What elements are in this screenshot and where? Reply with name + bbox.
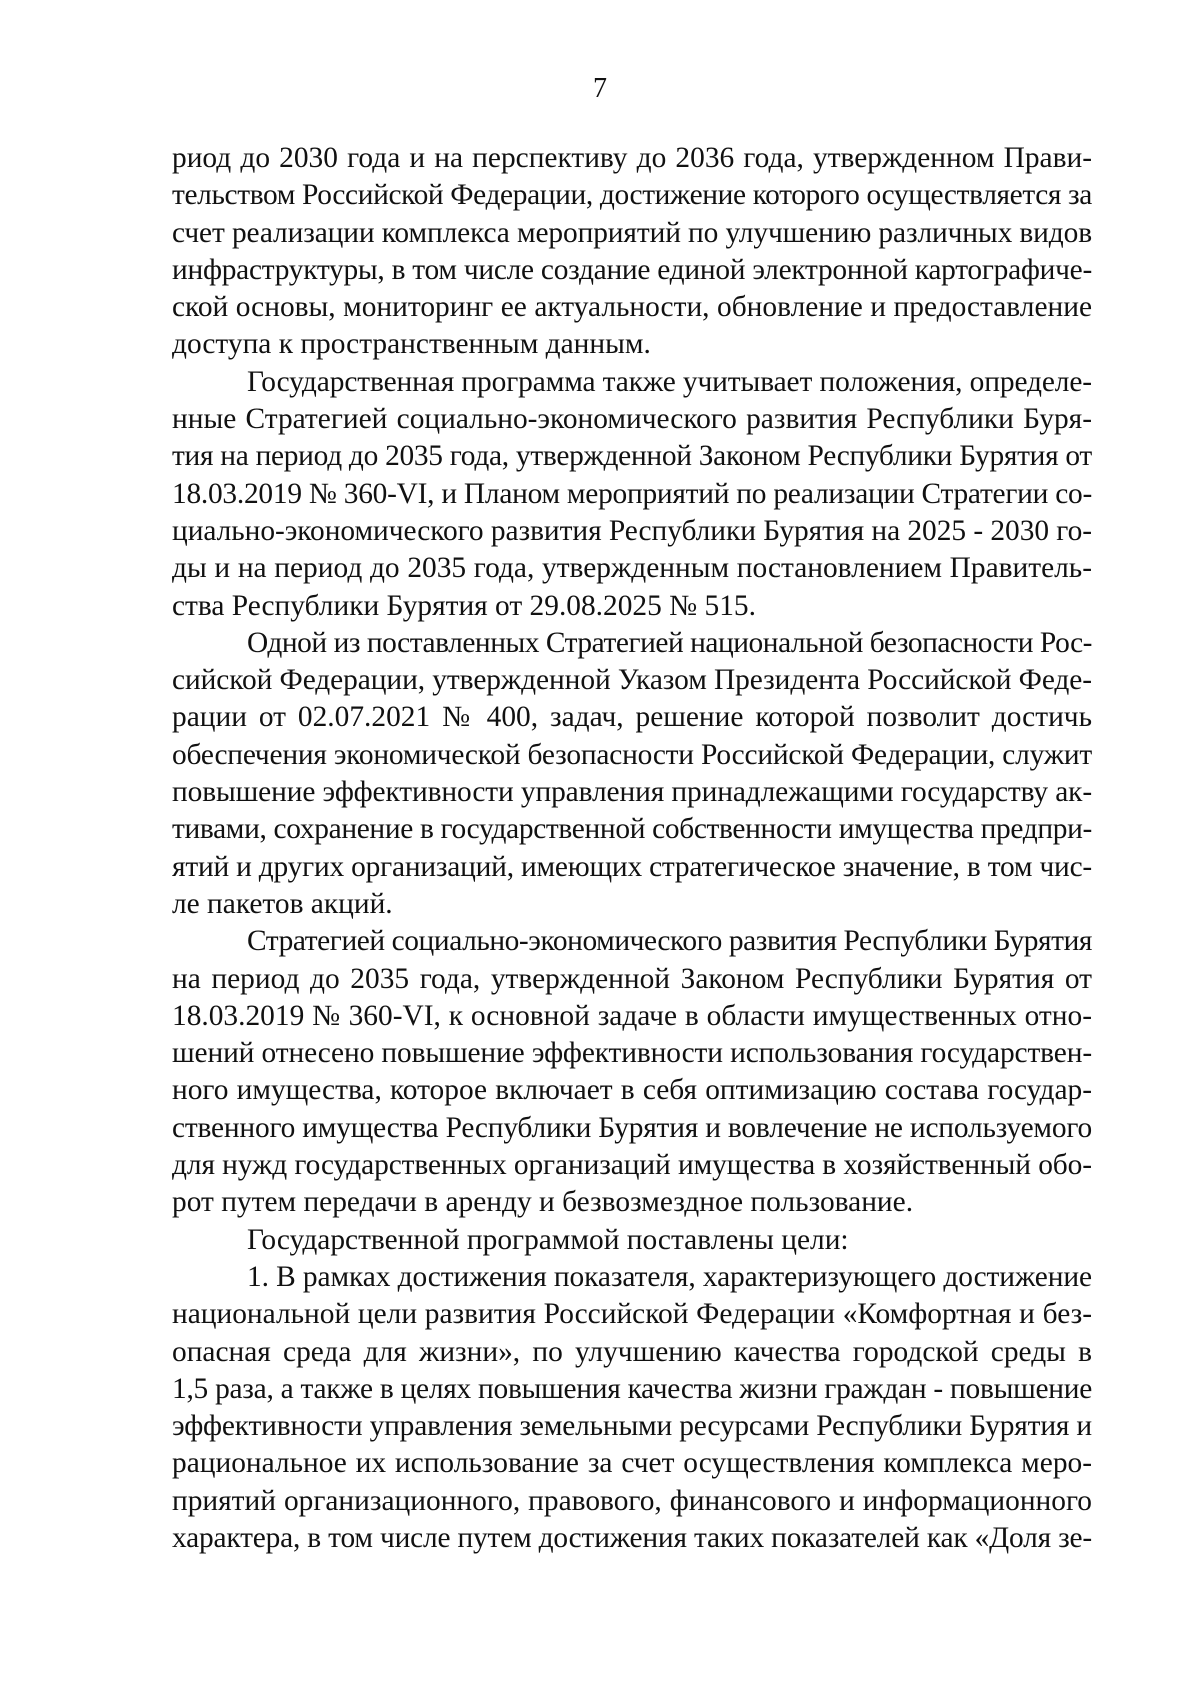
text-line: повышение эффективности управления принадлежащими государству ак- [172,776,1092,809]
text-line: шений отнесено повышение эффективности использования государствен- [172,1037,1092,1070]
document-body [172,140,1092,1557]
text-line: ственного имущества Республики Бурятия и вовлечение не используемого [172,1111,1092,1144]
text-line: Государственной программой поставлены цели: [247,1223,849,1256]
text-line: рациональное их использование за счет осуществления комплекса меро- [172,1447,1092,1480]
text-line: характера, в том числе путем достижения таких показателей как «Доля зе- [172,1521,1092,1554]
text-line: Государственная программа также учитывает положения, определе- [247,365,1092,398]
text-line: тия на период до 2035 года, утвержденной Законом Республики Бурятия от [172,440,1092,473]
text-line: рации от 02.07.2021 № 400, задач, решение которой позволит достичь [172,701,1092,734]
text-line: нные Стратегией социально-экономического развития Республики Буря- [172,403,1092,436]
text-line: доступа к пространственным данным. [172,328,651,361]
text-line: на период до 2035 года, утвержденной Законом Республики Бурятия от [172,962,1092,995]
text-line: ской основы, мониторинг ее актуальности, обновление и предоставление [172,291,1092,324]
paragraph [172,364,1092,625]
page-number: 7 [593,73,607,104]
text-line: тивами, сохранение в государственной собственности имущества предпри- [172,813,1092,846]
text-line: эффективности управления земельными ресурсами Республики Бурятия и [172,1410,1092,1443]
text-line: счет реализации комплекса мероприятий по улучшению различных видов [172,216,1092,249]
text-line: Одной из поставленных Стратегией национальной безопасности Рос- [247,626,1092,659]
text-line: национальной цели развития Российской Федерации «Комфортная и без- [172,1298,1092,1331]
text-line: риод до 2030 года и на перспективу до 2036 года, утвержденном Прави- [172,142,1092,174]
text-line: циально-экономического развития Республики Бурятия на 2025 - 2030 го- [172,514,1092,547]
text-line: 18.03.2019 № 360-VI, и Планом мероприятий по реализации Стратегии со- [172,477,1092,510]
paragraph [172,140,1092,364]
text-line: ства Республики Бурятия от 29.08.2025 № 515. [172,589,756,622]
text-line: Стратегией социально-экономического развития Республики Бурятия [247,925,1092,958]
text-line: ды и на период до 2035 года, утвержденным постановлением Правитель- [172,552,1092,585]
text-line: сийской Федерации, утвержденной Указом Президента Российской Феде- [172,664,1092,697]
text-line: 18.03.2019 № 360-VI, к основной задаче в области имущественных отно- [172,999,1092,1032]
paragraph [172,923,1092,1221]
text-line: для нужд государственных организаций имущества в хозяйственный обо- [172,1149,1092,1182]
text-line: опасная среда для жизни», по улучшению качества городской среды в [172,1335,1092,1368]
text-line: 1. В рамках достижения показателя, характеризующего достижение [247,1260,1092,1293]
text-line: обеспечения экономической безопасности Российской Федерации, служит [172,738,1092,771]
paragraph [172,1222,1092,1259]
text-line: тельством Российской Федерации, достижение которого осуществляется за [172,179,1092,212]
text-line: ного имущества, которое включает в себя оптимизацию состава государ- [172,1074,1092,1107]
text-line: ле пакетов акций. [172,887,393,920]
text-line: ятий и других организаций, имеющих стратегическое значение, в том чис- [172,850,1092,883]
text-line: 1,5 раза, а также в целях повышения качества жизни граждан - повышение [172,1372,1092,1405]
paragraph [172,625,1092,923]
paragraph [172,1259,1092,1557]
text-line: приятий организационного, правового, финансового и информационного [172,1484,1092,1517]
text-line: рот путем передачи в аренду и безвозмездное пользование. [172,1186,914,1219]
text-line: инфраструктуры, в том числе создание единой электронной картографиче- [172,253,1092,286]
